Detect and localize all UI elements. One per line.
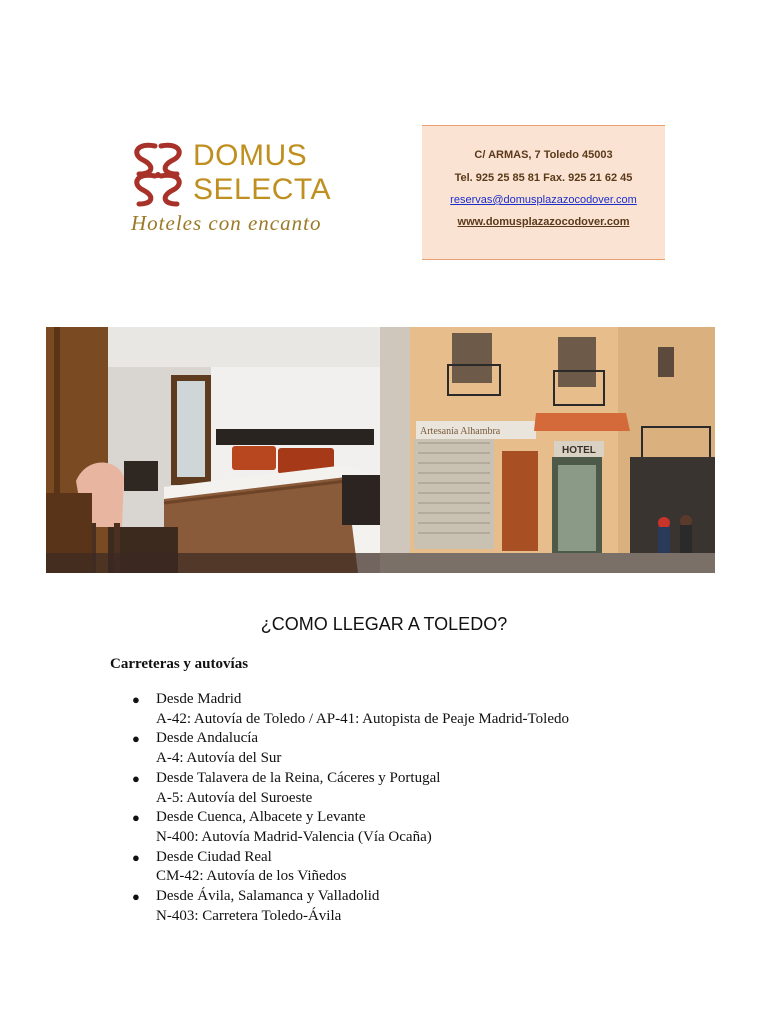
route-road: A-4: Autovía del Sur <box>156 750 282 767</box>
hotel-logo <box>125 137 340 237</box>
list-item <box>132 848 569 887</box>
route-road: A-42: Autovía de Toledo / AP-41: Autopista de Peaje Madrid-Toledo <box>156 710 569 727</box>
route-road: CM-42: Autovía de los Viñedos <box>156 868 347 885</box>
route-origin: Desde Talavera de la Reina, Cáceres y Portugal <box>156 769 441 786</box>
list-item <box>132 729 569 768</box>
contact-box <box>422 125 665 260</box>
section-heading: Carreteras y autovías <box>110 656 249 672</box>
hotel-sign-text: HOTEL <box>562 445 596 456</box>
list-item <box>132 808 569 847</box>
route-road: N-400: Autovía Madrid-Valencia (Vía Ocaña) <box>156 828 432 845</box>
route-origin: Desde Ávila, Salamanca y Valladolid <box>156 888 380 905</box>
logo-word-domus: DOMUS <box>193 139 308 172</box>
routes-list <box>132 690 569 926</box>
route-origin: Desde Ciudad Real <box>156 848 272 865</box>
bullet-icon: ● <box>132 692 140 707</box>
route-road: A-5: Autovía del Suroeste <box>156 789 313 806</box>
list-item <box>132 690 569 729</box>
route-road: N-403: Carretera Toledo-Ávila <box>156 907 342 924</box>
room-photo <box>46 327 380 573</box>
page-title: ¿COMO LLEGAR A TOLEDO? <box>260 614 508 634</box>
bullet-icon: ● <box>132 770 140 786</box>
bullet-icon: ● <box>132 889 140 905</box>
shop-sign-text: Artesanía Alhambra <box>420 426 501 437</box>
logo-emblem-icon <box>127 140 189 210</box>
bullet-icon: ● <box>132 731 140 747</box>
list-item <box>132 769 569 808</box>
route-origin: Desde Andalucía <box>156 730 259 747</box>
bullet-icon: ● <box>132 810 140 826</box>
route-origin: Desde Madrid <box>156 691 242 707</box>
contact-address: C/ ARMAS, 7 Toledo 45003 <box>474 149 613 161</box>
contact-phone: Tel. 925 25 85 81 Fax. 925 21 62 45 <box>454 172 633 184</box>
contact-website-link[interactable]: www.domusplazazocodover.com <box>457 216 630 228</box>
logo-tagline: Hoteles con encanto <box>131 211 322 235</box>
logo-word-selecta: SELECTA <box>193 173 331 206</box>
hotel-photos <box>46 327 715 573</box>
contact-email-link[interactable]: reservas@domusplazazocodover.com <box>450 194 637 206</box>
street-photo <box>380 327 715 573</box>
route-origin: Desde Cuenca, Albacete y Levante <box>156 809 366 826</box>
list-item <box>132 887 569 926</box>
bullet-icon: ● <box>132 849 140 865</box>
